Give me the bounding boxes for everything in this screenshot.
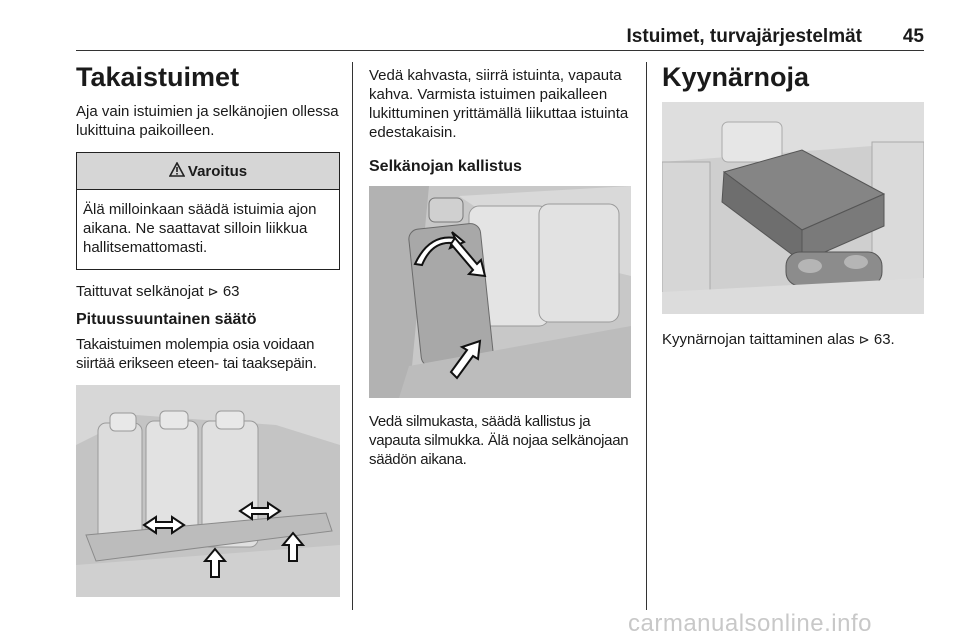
subheading-longitudinal: Pituussuuntainen säätö (76, 311, 257, 328)
column-left (76, 60, 342, 597)
warning-text: Älä milloinkaan säädä istuimia ajon aikana. Ne saattavat silloin liikkua hallitsemattomasti. (83, 201, 317, 256)
rear-seat-slide-illustration (76, 385, 340, 597)
warning-box (76, 152, 340, 270)
section-heading: Takaistuimet (76, 62, 240, 92)
page-ref-arrow-icon: ⊳ (207, 284, 219, 299)
longitudinal-paragraph: Takaistuimen molempia osia voidaan siirtää erikseen eteen- tai taaksepäin. (76, 336, 317, 372)
armrest-illustration (662, 102, 924, 314)
backrest-recline-illustration (369, 186, 631, 398)
fold-reference (76, 282, 342, 301)
watermark: carmanualsonline.info (628, 610, 872, 637)
header-rule (76, 50, 924, 51)
intro-paragraph: Aja vain istuimien ja selkänojien ollessa lukittuina paikoilleen. (76, 103, 339, 139)
column-divider-1 (352, 62, 353, 610)
fold-reference-text: Taittuvat selkänojat (76, 283, 204, 300)
page-ref-arrow-icon: ⊳ (858, 332, 870, 347)
warning-title: Varoitus (187, 162, 248, 180)
warning-triangle-icon (169, 162, 185, 181)
page-header-title: Istuimet, turvajärjestelmät (626, 26, 862, 47)
column-middle (369, 66, 635, 469)
armrest-caption-text: Kyynärnojan taittaminen alas (662, 331, 855, 348)
armrest-caption (662, 330, 924, 349)
armrest-caption-page[interactable]: 63. (873, 331, 895, 348)
armrest-heading: Kyynärnoja (662, 62, 810, 92)
warning-header (77, 153, 339, 190)
column-right (662, 60, 924, 349)
page-number: 45 (902, 26, 924, 47)
fold-reference-page[interactable]: 63 (222, 283, 240, 300)
recline-instructions: Vedä silmukasta, säädä kallistus ja vapauta silmukka. Älä nojaa selkänojaan säädön aikana. (369, 413, 629, 468)
slide-instructions: Vedä kahvasta, siirrä istuinta, vapauta kahva. Varmista istuimen paikalleen lukittuminen yrittämällä liikuttaa istuinta edestakaisin. (369, 67, 629, 141)
column-divider-2 (646, 62, 647, 610)
subheading-recline: Selkänojan kallistus (369, 158, 522, 175)
